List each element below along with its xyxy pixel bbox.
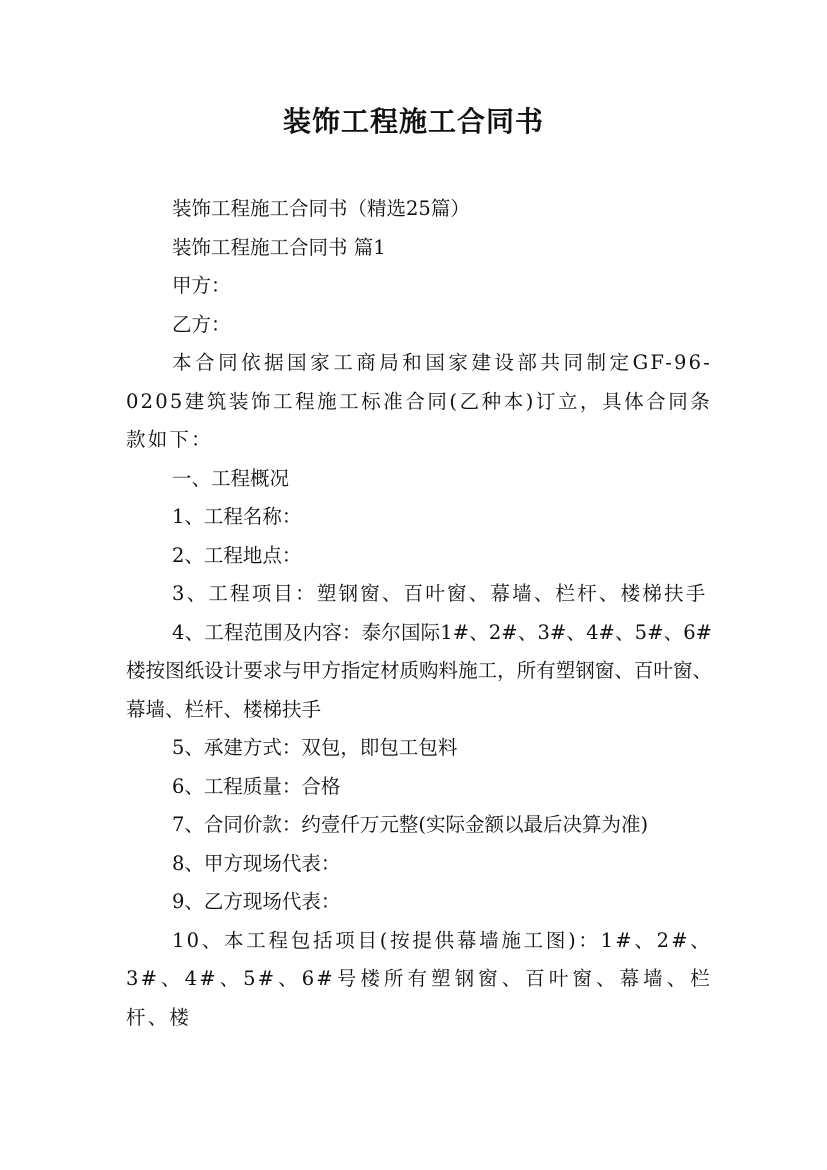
paragraph-project-quality: 6、工程质量：合格 [172,774,341,798]
paragraph-project-name: 1、工程名称： [172,505,302,528]
paragraph-project-location: 2、工程地点： [172,543,302,567]
paragraph-construction-method: 5、承建方式：双包，即包工包料 [172,736,458,759]
paragraph-contract-price: 7、合同价款：约壹仟万元整(实际金额以最后决算为准) [172,813,649,836]
paragraph-party-a: 甲方： [172,274,231,297]
paragraph-contract-basis: 本合同依据国家工商局和国家建设部共同制定GF-96-0205建筑装饰工程施工标准合同(乙种本)订立，具体合同条款如下： [126,351,712,451]
document-body [126,190,712,1037]
paragraph-party-a-representative: 8、甲方现场代表： [172,851,341,875]
paragraph-party-b-representative: 9、乙方现场代表： [172,890,341,913]
paragraph-included-items: 10、本工程包括项目(按提供幕墙施工图)：1#、2#、3#、4#、5#、6#号楼所有塑钢窗、百叶窗、幕墙、栏杆、楼 [126,928,712,1029]
paragraph-article-heading: 装饰工程施工合同书 篇1 [172,235,386,259]
paragraph-project-scope: 4、工程范围及内容：泰尔国际1#、2#、3#、4#、5#、6#楼按图纸设计要求与甲方指定材质购料施工，所有塑钢窗、百叶窗、幕墙、栏杆、楼梯扶手 [126,620,712,721]
paragraph-section-overview: 一、工程概况 [172,466,290,490]
paragraph-party-b: 乙方： [172,312,231,336]
paragraph-project-items: 3、工程项目：塑钢窗、百叶窗、幕墙、栏杆、楼梯扶手 [172,582,708,605]
document-title: 装饰工程施工合同书 [282,105,544,138]
paragraph-collection-title: 装饰工程施工合同书（精选25篇） [172,197,470,220]
